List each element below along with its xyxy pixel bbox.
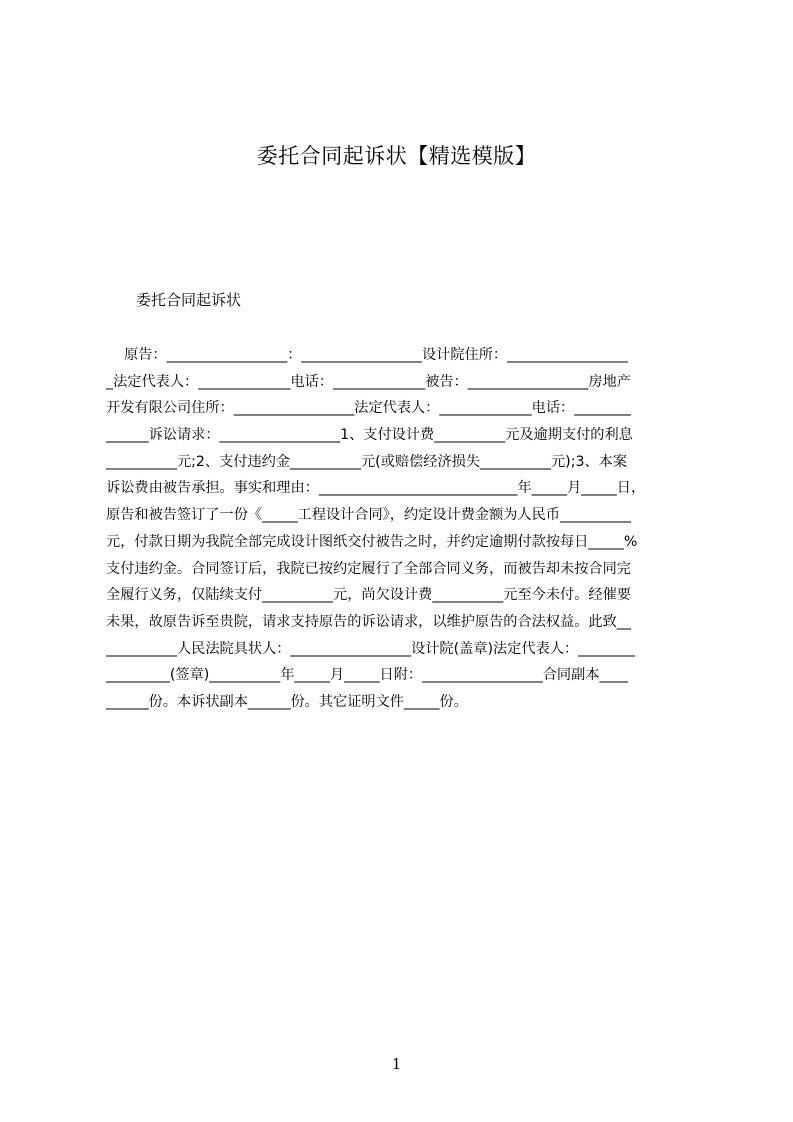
body-line: 原告：_________________：_________________设计院住所：_________________	[106, 347, 628, 363]
body-line: __________人民法院具状人：_________________设计院(盖章)法定代表人：________	[106, 640, 635, 657]
body-line: ______诉讼请求：_________________1、支付设计费__________元及逾期支付的利息	[106, 427, 633, 444]
body-line: 支付违约金。合同签订后，我院已按约定履行了全部合同义务，而被告却未按合同完	[106, 560, 631, 577]
body-line: _法定代表人：_____________电话：_____________被告：_________________房地产	[106, 373, 631, 390]
body-line: 未果，故原告诉至贵院，请求支持原告的诉讼请求，以维护原告的合法权益。此致__	[106, 613, 631, 630]
body-line: 诉讼费由被告承担。事实和理由：____________________________年_____月_____日，	[106, 480, 646, 497]
body-line: 全履行义务，仅陆续支付__________元，尚欠设计费__________元至今未付。经催要	[106, 587, 631, 604]
document-title: 委托合同起诉状【精选模版】	[256, 144, 537, 168]
body-line: 开发有限公司住所：_________________法定代表人：_____________电话：________	[106, 400, 631, 417]
body-line: _________(签章)__________年_____月_____日附：_________________合同副本____	[106, 667, 628, 684]
document-body	[106, 342, 698, 716]
body-line: 原告和被告签订了一份《_____工程设计合同》，约定设计费金额为人民币__________	[106, 507, 631, 524]
page-number: 1	[391, 1055, 402, 1073]
body-line: ______份。本诉状副本______份。其它证明文件_____份。	[106, 693, 468, 710]
body-line: 元，付款日期为我院全部完成设计图纸交付被告之时，并约定逾期付款按每日_____%	[106, 533, 638, 550]
body-line: __________元;2、支付违约金__________元(或赔偿经济损失__________元);3、本案	[106, 453, 628, 470]
document-subtitle: 委托合同起诉状	[136, 291, 242, 309]
